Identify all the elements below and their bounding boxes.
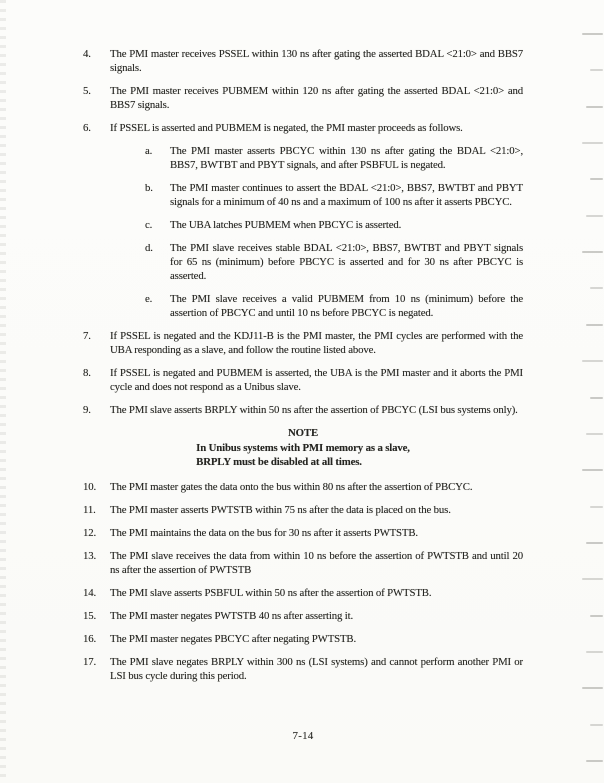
list-item <box>83 366 523 394</box>
sub-item-letter: b. <box>145 182 153 194</box>
page-content <box>83 47 523 692</box>
list-item <box>83 329 523 357</box>
list-item <box>83 503 523 517</box>
scan-binding-marks <box>574 0 604 783</box>
scan-edge-mark <box>590 506 603 508</box>
item-paragraph: The PMI slave asserts PSBFUL within 50 ns after the assertion of PWTSTB. <box>110 586 432 599</box>
item-number: 10. <box>83 480 97 493</box>
list-item <box>83 549 523 577</box>
sub-list-item <box>145 144 523 172</box>
note-line: In Unibus systems with PMI memory as a slave, <box>196 441 410 454</box>
scan-edge-mark <box>586 542 603 544</box>
scan-edge-mark <box>582 687 603 689</box>
item-paragraph: The PMI master gates the data onto the bus within 80 ns after the assertion of PBCYC. <box>110 480 473 493</box>
scan-edge-mark <box>586 433 603 435</box>
sub-item-text: The UBA latches PUBMEM when PBCYC is asserted. <box>170 219 402 231</box>
item-text <box>110 329 523 357</box>
item-text <box>110 526 523 540</box>
page-number: 7-14 <box>292 730 314 742</box>
item-text <box>110 632 523 646</box>
scan-edge-mark <box>590 397 603 399</box>
scan-edge-mark <box>586 324 603 326</box>
sub-item-letter: c. <box>145 219 153 231</box>
sub-item-text: The PMI slave receives stable BDAL <21:0>, BBS7, BWTBT and PBYT signals for 65 ns (minimum) before PBCYC is asserted and for 30 ns after PBCYC is asserted. <box>170 242 523 282</box>
item-number: 5. <box>83 85 91 97</box>
item-number: 14. <box>83 586 97 599</box>
scan-edge-mark <box>586 215 603 217</box>
item-number: 12. <box>83 526 97 539</box>
scan-edge-mark <box>586 760 603 762</box>
item-paragraph: If PSSEL is negated and PUBMEM is asserted, the UBA is the PMI master and it aborts the PMI cycle and does not respond as a Unibus slave. <box>110 367 523 393</box>
item-number: 6. <box>83 122 91 134</box>
list-item <box>83 526 523 540</box>
item-text <box>110 121 523 320</box>
item-number: 11. <box>83 503 96 516</box>
scan-edge-mark <box>582 33 603 35</box>
item-paragraph: The PMI slave receives the data from within 10 ns before the assertion of PWTSTB and until 20 ns after the assertion of PWTSTB <box>110 549 523 576</box>
item-paragraph: The PMI maintains the data on the bus for 30 ns after it asserts PWTSTB. <box>110 526 418 539</box>
note-body <box>196 441 410 470</box>
item-text <box>110 586 523 600</box>
sub-item-letter: a. <box>145 145 153 157</box>
scan-edge-mark <box>590 287 603 289</box>
item-number: 9. <box>83 404 91 416</box>
list-item <box>83 121 523 320</box>
item-paragraph: The PMI master receives PUBMEM within 120 ns after gating the asserted BDAL <21:0> and BBS7 signals. <box>110 85 523 111</box>
scan-edge-mark <box>582 360 603 362</box>
sub-item-text: The PMI master continues to assert the BDAL <21:0>, BBS7, BWTBT and PBYT signals for a minimum of 40 ns and a maximum of 100 ns after it asserts PBCYC. <box>170 182 523 208</box>
sub-list-item <box>145 181 523 209</box>
scan-edge-mark <box>582 578 603 580</box>
list-item <box>83 84 523 112</box>
item-text <box>110 366 523 394</box>
scan-edge-noise <box>0 0 6 783</box>
sub-list-item <box>145 241 523 283</box>
list-item <box>83 47 523 75</box>
item-paragraph: The PMI master negates PWTSTB 40 ns after asserting it. <box>110 609 354 622</box>
list-item <box>83 655 523 683</box>
lettered-sub-list <box>110 144 523 320</box>
item-text <box>110 84 523 112</box>
item-text <box>110 549 523 577</box>
scan-edge-mark <box>586 106 603 108</box>
sub-list-item <box>145 218 523 232</box>
item-text <box>110 503 523 517</box>
scan-edge-mark <box>582 469 603 471</box>
note-block <box>83 426 523 470</box>
item-text <box>110 47 523 75</box>
item-number: 13. <box>83 549 97 562</box>
item-paragraph: The PMI master negates PBCYC after negating PWTSTB. <box>110 632 357 645</box>
sub-item-text: The PMI slave receives a valid PUBMEM from 10 ns (minimum) before the assertion of PBCYC and until 10 ns before PBCYC is negated. <box>170 293 523 319</box>
list-item <box>83 403 523 417</box>
scan-edge-mark <box>586 651 603 653</box>
item-number: 16. <box>83 632 97 645</box>
note-title: NOTE <box>288 427 318 439</box>
item-text <box>110 480 523 494</box>
item-number: 17. <box>83 655 97 668</box>
numbered-list-bottom <box>83 480 523 683</box>
item-text <box>110 403 523 417</box>
list-item <box>83 632 523 646</box>
item-text <box>110 609 523 623</box>
item-number: 7. <box>83 330 91 342</box>
list-item <box>83 586 523 600</box>
item-paragraph: The PMI slave negates BRPLY within 300 ns (LSI systems) and cannot perform another PMI or LSI bus cycle during this period. <box>110 655 523 682</box>
note-line: BRPLY must be disabled at all times. <box>196 456 362 468</box>
scan-edge-mark <box>590 615 603 617</box>
sub-item-letter: d. <box>145 242 153 254</box>
scan-edge-mark <box>582 251 603 253</box>
scan-edge-mark <box>590 69 603 71</box>
list-item <box>83 609 523 623</box>
list-item <box>83 480 523 494</box>
item-text <box>110 655 523 683</box>
scan-edge-mark <box>590 724 603 726</box>
item-paragraph: If PSSEL is negated and the KDJ11-B is the PMI master, the PMI cycles are performed with the UBA responding as a slave, and follow the routine listed above. <box>110 330 523 356</box>
item-paragraph: The PMI slave asserts BRPLY within 50 ns after the assertion of PBCYC (LSI bus systems only). <box>110 404 518 416</box>
sub-list-item <box>145 292 523 320</box>
item-paragraph: If PSSEL is asserted and PUBMEM is negated, the PMI master proceeds as follows. <box>110 122 463 134</box>
sub-item-letter: e. <box>145 293 153 305</box>
item-number: 8. <box>83 367 91 379</box>
item-number: 15. <box>83 609 97 622</box>
item-paragraph: The PMI master receives PSSEL within 130 ns after gating the asserted BDAL <21:0> and BBS7 signals. <box>110 48 523 74</box>
item-paragraph: The PMI master asserts PWTSTB within 75 ns after the data is placed on the bus. <box>110 503 451 516</box>
sub-item-text: The PMI master asserts PBCYC within 130 ns after gating the BDAL <21:0>, BBS7, BWTBT and PBYT signals, and after PSBFUL is negated. <box>170 145 523 171</box>
scan-edge-mark <box>590 178 603 180</box>
numbered-list-top <box>83 47 523 417</box>
scan-edge-mark <box>582 142 603 144</box>
item-number: 4. <box>83 48 91 60</box>
